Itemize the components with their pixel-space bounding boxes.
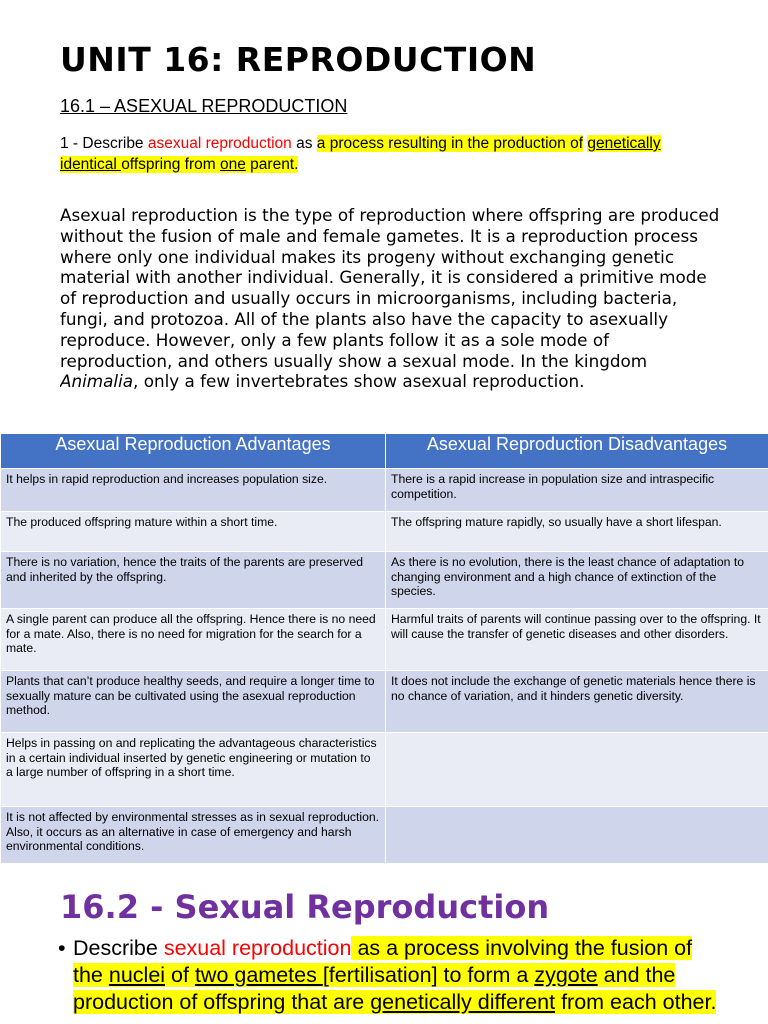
table-cell: There is no variation, hence the traits of the parents are preserved and inherited by the offspring. bbox=[1, 552, 386, 609]
highlight-underlined-text: nuclei bbox=[108, 963, 166, 987]
table-cell: The offspring mature rapidly, so usually have a short lifespan. bbox=[386, 512, 768, 552]
highlight-text: [fertilisation] to form a bbox=[322, 963, 535, 987]
paragraph-italic: Animalia bbox=[60, 371, 134, 392]
table-cell: A single parent can produce all the offspring. Hence there is no need for a mate. Also, there is no need for migration for the search for a mate. bbox=[1, 609, 386, 671]
highlight-underlined-text: zygote bbox=[534, 963, 598, 987]
table-cell: Harmful traits of parents will continue passing over to the offspring. It will cause the transfer of genetic diseases and other disorders. bbox=[386, 609, 768, 671]
describe-asexual bbox=[60, 133, 700, 175]
table-cell bbox=[386, 807, 768, 864]
term-asexual-reproduction: asexual reproduction bbox=[147, 135, 292, 152]
highlight-underlined-text: one bbox=[219, 156, 246, 173]
disadvantages-header: Asexual Reproduction Disadvantages bbox=[386, 434, 768, 469]
table-cell: Plants that can’t produce healthy seeds, and require a longer time to sexually mature can be cultivated using the asexual reproduction method. bbox=[1, 671, 386, 733]
table-cell: Helps in passing on and replicating the advantageous characteristics in a certain individual inserted by genetic engineering or mutation to a large number of offspring in a short time. bbox=[1, 733, 386, 807]
highlight-text: and the production of offspring that are bbox=[73, 963, 676, 1014]
table-cell: The produced offspring mature within a short time. bbox=[1, 512, 386, 552]
table-cell bbox=[386, 733, 768, 807]
paragraph-text: , only a few invertebrates show asexual reproduction. bbox=[133, 371, 585, 392]
asexual-paragraph bbox=[60, 205, 720, 432]
describe-prefix: Describe bbox=[73, 936, 164, 960]
advantages-header: Asexual Reproduction Advantages bbox=[1, 434, 386, 469]
paragraph-text: Asexual reproduction is the type of reproduction where offspring are produced without the fusion of male and female gametes. It is a reproduction process where only one individual makes its progeny without exchanging genetic material with another individual. Generally, it is considered a primitive mode of reproduction and usually occurs in microorganisms, including bacteria, fungi, and protozoa. All of the plants also have the capacity to asexually reproduce. However, only a few plants follow it as a sole mode of reproduction, and others usually show a sexual mode. In the kingdom bbox=[60, 205, 720, 371]
highlight-text: of bbox=[165, 963, 195, 987]
highlight-underlined-text: genetically identical bbox=[60, 135, 661, 173]
highlight-text: parent. bbox=[245, 156, 299, 173]
describe-as: as bbox=[291, 135, 317, 152]
describe-prefix: 1 - Describe bbox=[60, 135, 148, 152]
highlight-underlined-text: two gametes bbox=[194, 963, 323, 987]
bullet-text bbox=[58, 935, 718, 1016]
table-cell: There is a rapid increase in population size and intraspecific competition. bbox=[386, 469, 768, 512]
page-title: UNIT 16: REPRODUCTION bbox=[60, 40, 537, 79]
highlight-text: from each other. bbox=[555, 990, 717, 1014]
advantages-disadvantages-table bbox=[0, 433, 768, 864]
table-cell: It helps in rapid reproduction and increases population size. bbox=[1, 469, 386, 512]
highlight-text: offspring from bbox=[121, 156, 220, 173]
section-heading-sexual: 16.2 - Sexual Reproduction bbox=[60, 888, 550, 926]
table-cell: It does not include the exchange of genetic materials hence there is no chance of variation, and it hinders genetic diversity. bbox=[386, 671, 768, 733]
term-sexual-reproduction: sexual reproduction bbox=[163, 936, 352, 960]
table-cell: As there is no evolution, there is the least chance of adaptation to changing environment and a high chance of extinction of the species. bbox=[386, 552, 768, 609]
table-cell: It is not affected by environmental stresses as in sexual reproduction. Also, it occurs as an alternative in case of emergency and harsh environmental conditions. bbox=[1, 807, 386, 864]
highlight-text: as a process involving the fusion of the bbox=[73, 936, 693, 987]
describe-sexual bbox=[58, 935, 718, 1024]
bullet-symbol: • bbox=[58, 936, 66, 960]
highlight-underlined-text: genetically different bbox=[370, 990, 556, 1014]
highlight-text: a process resulting in the production of bbox=[316, 135, 584, 152]
section-subtitle: 16.1 – ASEXUAL REPRODUCTION bbox=[60, 96, 348, 116]
